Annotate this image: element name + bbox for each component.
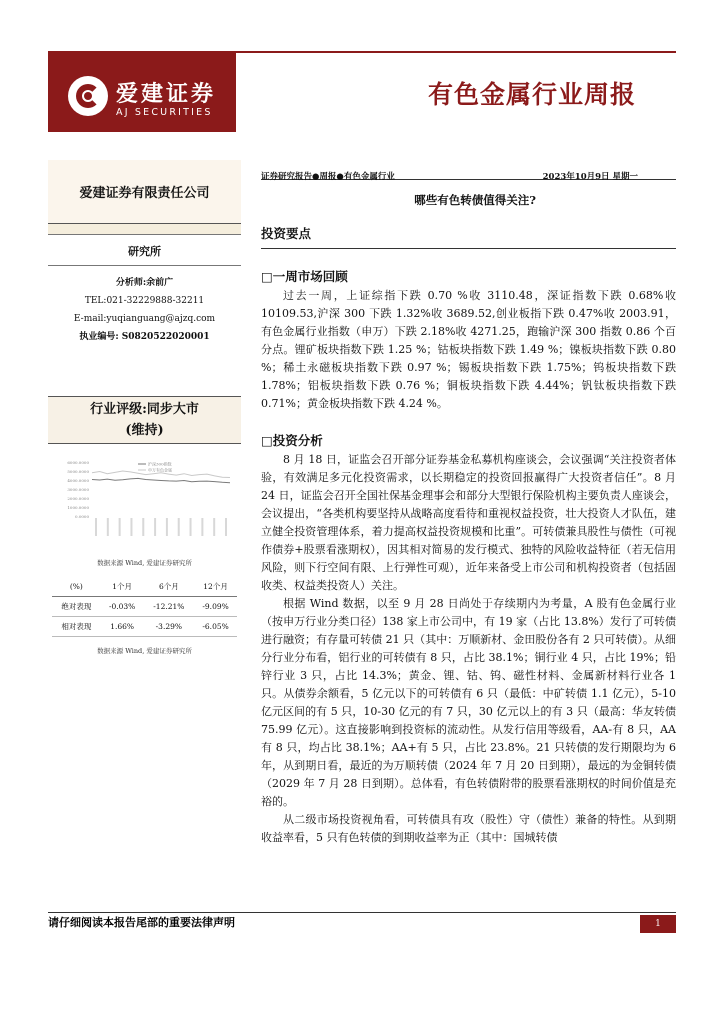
report-date: 2023年10月9日 星期一 (542, 172, 638, 182)
x-tick-label (154, 518, 156, 536)
research-dept: 研究所 (48, 234, 241, 266)
y-tick-label: 3000.0000 (67, 487, 89, 492)
sidebar (48, 160, 241, 655)
y-tick-label: 0.0000 (75, 514, 89, 519)
report-meta (261, 160, 676, 180)
key-points-heading: 投资要点 (261, 224, 676, 249)
table-cell: -12.21% (153, 602, 185, 611)
y-tick-label: 6000.0000 (67, 460, 89, 465)
x-tick-label (130, 518, 132, 536)
report-category: 证券研究报告●周报●有色金属行业 (261, 172, 395, 182)
table-cell: -9.09% (202, 602, 229, 611)
report-title: 有色金属行业周报 (427, 80, 636, 109)
license-number: 执业编号: S0820522020001 (79, 332, 210, 342)
y-tick-label: 1000.0000 (67, 505, 89, 510)
legend-label: 申万有色金属 (148, 467, 172, 473)
table-row (52, 597, 237, 617)
report-header (48, 53, 676, 132)
table-header-cell: 6个月 (158, 582, 179, 591)
table-cell: 1.66% (110, 622, 135, 631)
x-tick-label (213, 518, 215, 536)
x-tick-label (166, 518, 168, 536)
table-header-row (52, 577, 237, 597)
table-header-cell: (%) (69, 582, 83, 591)
analyst-name: 分析师:余前广 (115, 278, 174, 288)
chart-source: 数据来源 Wind, 爱建证券研究所 (97, 559, 192, 567)
logo (48, 53, 235, 132)
table-cell: -6.05% (202, 622, 229, 631)
series-line (92, 478, 230, 482)
sidebar-band (48, 224, 241, 234)
x-tick-label (107, 518, 109, 536)
analysis-paragraph-3: 从二级市场投资视角看，可转债具有攻（股性）守（债性）兼备的特性。从到期收益率看，5 只有色转债的到期收益率为正（其中：国城转债 (261, 813, 676, 844)
analysis-paragraph-2: 根据 Wind 数据，以至 9 月 28 日尚处于存续期内为考量，A 股有色金属行业（按申万行业分类口径）138 家上市公司中，有 19 家（占比 13.8%）发行了可转债进行融资；有存量可转债 21 只（其中：万顺新材、金田股份各有 2 只可转债）。从细分行业分布看，铝行业的可转债有 8 只，占比 38.1%；铜行业 4 只，占比 19%；铅锌行业 3 只，占比 14.3%；黄金、锂、钴、钨、磁性材料、金属新材料行业各 1 只。从债券余额看，5 亿元以下的可转债有 6 只（最低：中矿转债 1.1 亿元），5-10 亿元区间的有 5 只，10-30 亿元的有 7 只，30 亿元以上的有 3 只（最高：华友转债 75.99 亿元）。这直接影响到投资标的流动性。从发行信用等级看，AA-有 8 只，AA 有 8 只，均占比 38.1%；AA+有 5 只，占比 23.8%。21 只转债的发行期限均为 6 年，从到期日看，最近的为万顺转债（2024 年 7 月 20 日到期），最远的为金铜转债（2029 年 7 月 28 日到期）。总体看，有色转债附带的股票看涨期权的时间价值是充裕的。 (261, 597, 676, 808)
index-chart-svg (52, 454, 237, 544)
logo-english-name: AJ SECURITIES (116, 107, 213, 118)
footer-rule (48, 912, 676, 913)
company-name: 爱建证券有限责任公司 (48, 160, 241, 224)
header-divider (235, 53, 236, 132)
legal-disclaimer-link[interactable]: 请仔细阅读本报告尾部的重要法律声明 (48, 916, 235, 929)
analyst-email: E-mail:yuqianguang@ajzq.com (73, 314, 216, 324)
section-investment-analysis-title: □投资分析 (261, 433, 323, 448)
table-cell: -0.03% (108, 602, 136, 611)
y-tick-label: 5000.0000 (67, 469, 89, 474)
y-tick-label: 4000.0000 (67, 478, 89, 483)
table-row (52, 617, 237, 637)
x-tick-label (225, 518, 227, 536)
y-tick-label: 2000.0000 (67, 496, 89, 501)
performance-table (52, 577, 237, 637)
rating-label: 行业评级:同步大市 (90, 402, 199, 417)
table-cell: 绝对表现 (61, 602, 92, 611)
analysis-paragraph-1: 8 月 18 日，证监会召开部分证券基金私募机构座谈会，会议强调“关注投资者体验，有效满足多元化投资需求，以长期稳定的投资回报赢得广大投资者信任”。8 月 24 日，证监会召开全国社保基金理事会和部分大型银行保险机构主要负责人座谈会，会议提出，“各类机构要坚持从战略高度看待和重视权益投资，壮大投资人才队伍，建立健全投资管理体系，着力提高权益投资规模和比重”。可转债兼具股性与债性（可视作债券+股票看涨期权），因其相对简易的发行模式、独特的风险收益特征（若无信用风险，则下行空间有限、上行弹性可观），近年来备受上市公司和机构投资者（包括固收类、权益类投资人）关注。 (261, 453, 676, 592)
legend-label: 沪深300指数 (148, 461, 172, 467)
main-content (261, 160, 676, 847)
table-cell: -3.29% (155, 622, 183, 631)
analyst-phone: TEL:021-32229888-32211 (84, 296, 205, 306)
page-number: 1 (640, 915, 676, 933)
x-tick-label (119, 518, 121, 536)
x-tick-label (201, 518, 203, 536)
x-tick-label (178, 518, 180, 536)
logo-chinese-name: 爱建证券 (116, 82, 217, 107)
table-cell: 相对表现 (61, 622, 92, 631)
x-tick-label (190, 518, 192, 536)
x-tick-label (142, 518, 144, 536)
section-market-review-title: □一周市场回顾 (261, 269, 348, 284)
table-header-cell: 12个月 (203, 582, 228, 591)
index-chart (52, 454, 237, 544)
industry-rating (48, 396, 241, 444)
table-header-cell: 1个月 (112, 582, 133, 591)
table-source: 数据来源 Wind, 爱建证券研究所 (97, 647, 192, 655)
market-review-paragraph: 过去一周，上证综指下跌 0.70 %收 3110.48，深证指数下跌 0.68%收 10109.53,沪深 300 下跌 1.32%收 3689.52,创业板指下跌 0.47%收 2003.91，有色金属行业指数（申万）下跌 2.18%收 4271.25，跑输沪深 300 指数 0.86 个百分点。锂矿板块指数下跌 1.25 %；钴板块指数下跌 1.49 %；镍板块指数下跌 0.80 %；稀土永磁板块指数下跌 0.97 %；锡板块指数下跌 1.75%；钨板块指数下跌 1.78%；铝板块指数下跌 0.76 %；铜板块指数下跌 4.44%；钒钛板块指数下跌 0.71%；黄金板块指数下跌 4.24 %。 (261, 289, 676, 410)
rating-status: (维持) (125, 423, 164, 438)
report-subtitle: 哪些有色转债值得关注? (414, 193, 536, 207)
x-tick-label (95, 518, 97, 536)
logo-emblem-icon (68, 76, 108, 116)
